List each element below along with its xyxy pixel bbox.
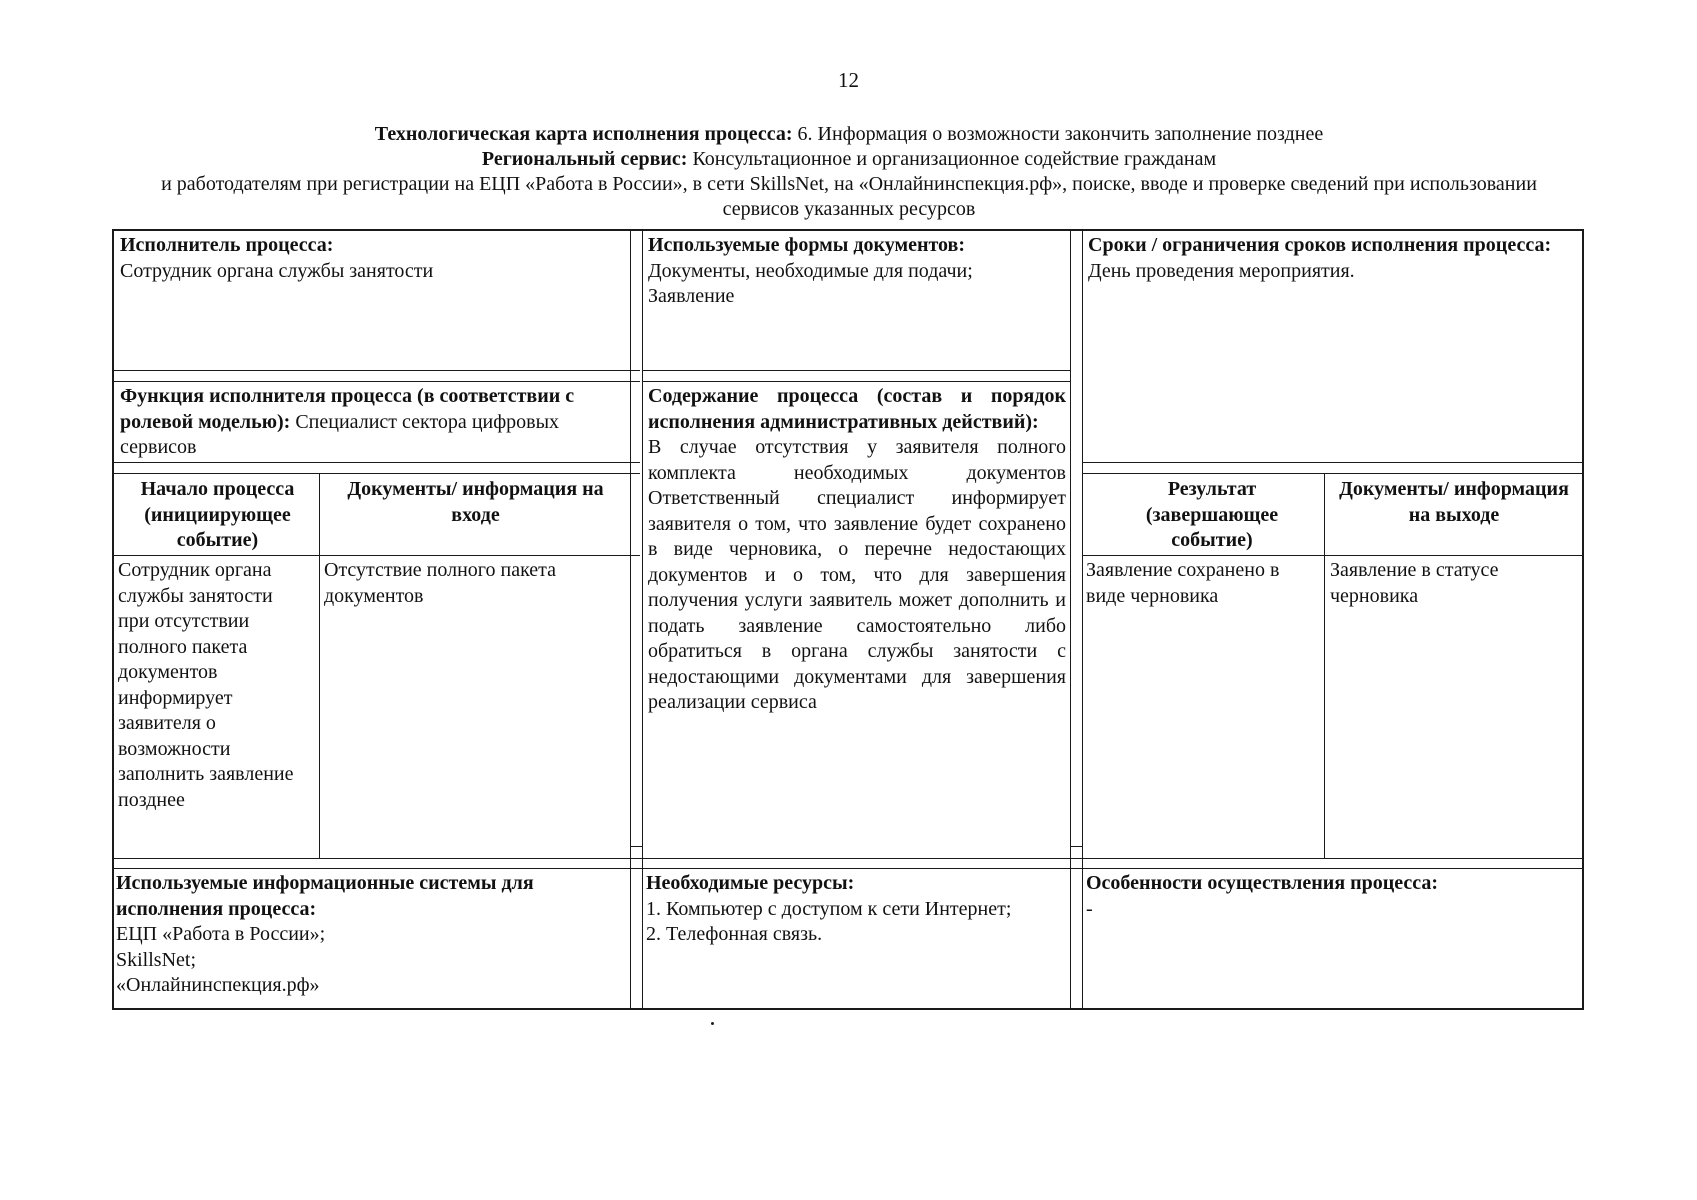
content-label: Содержание процесса (состав и порядок исполнения административных действий): [648,385,1066,433]
info-systems-cell [116,871,626,999]
resources-line-2: 2. Телефонная связь. [646,923,823,945]
grid-line [114,462,640,463]
heading-process-label: Технологическая карта исполнения процесса: [374,123,793,145]
heading-service-title: Консультационное и организационное содействие гражданам [687,148,1217,170]
executor-cell [120,233,626,284]
input-docs-header: Документы/ информация на входе [347,478,604,526]
executor-label: Исполнитель процесса: [120,234,334,256]
process-map-table [112,229,1584,1010]
heading-service-label: Региональный сервис: [481,148,688,170]
info-systems-line-1: ЕЦП «Работа в России»; [116,923,326,945]
grid-line [114,370,640,371]
resources-label: Необходимые ресурсы: [646,872,855,894]
output-docs-value: Заявление в статусе черновика [1330,559,1499,607]
start-header: Начало процесса (инициирующее событие) [140,478,295,551]
forms-line-2: Заявление [648,285,735,307]
page-number: 12 [838,68,859,92]
function-cell [120,384,610,461]
content-cell [648,384,1066,716]
grid-line [114,381,640,382]
forms-label: Используемые формы документов: [648,234,966,256]
grid-line [642,381,1070,382]
function-value: Специалист сектора цифровых сервисов [120,410,560,458]
result-value: Заявление сохранено в виде черновика [1086,559,1280,607]
content-text: В случае отсутствия у заявителя полного комплекта необходимых документов Ответственный специалист информирует заявителя о том, что заявление будет сохранено в виде черновика, о перечне недостающих документов и о том, что для завершения получения услуги заявитель может дополнить и подать заявление самостоятельно либо обратиться в органа службы занятости с недостающими документами для завершения реализации сервиса [648,436,1066,713]
resources-line-1: 1. Компьютер с доступом к сети Интернет; [646,897,1012,920]
grid-line [630,846,642,847]
grid-line [1070,231,1071,1008]
heading-line-1 [112,122,1586,147]
grid-line [1070,846,1082,847]
grid-line [1324,473,1325,858]
features-value: - [1086,897,1093,920]
grid-line [642,370,1070,371]
grid-line [114,858,1582,859]
deadlines-label: Сроки / ограничения сроков исполнения процесса: [1088,234,1552,256]
grid-line [1082,231,1083,1008]
grid-line [114,555,640,556]
grid-line [319,473,320,858]
resources-cell [646,871,1066,948]
deadlines-value: День проведения мероприятия. [1088,259,1355,282]
grid-line [1082,462,1582,463]
grid-line [114,868,1582,869]
stray-dot [711,1022,714,1025]
heading-process-title: 6. Информация о возможности закончить заполнение позднее [792,123,1324,145]
features-cell [1086,871,1566,922]
deadlines-cell [1088,233,1558,284]
function-label: Функция исполнителя процесса (в соответствии с ролевой моделью): [120,385,575,433]
executor-value: Сотрудник органа службы занятости [120,259,434,282]
grid-line [1082,555,1582,556]
output-docs-header: Документы/ информация на выходе [1339,478,1569,526]
document-heading [112,122,1586,222]
forms-cell [648,233,1066,310]
info-systems-line-2: SkillsNet; [116,948,197,971]
features-label: Особенности осуществления процесса: [1086,872,1439,894]
info-systems-line-3: «Онлайнинспекция.рф» [116,974,320,996]
start-value: Сотрудник органа службы занятости при отсутствии полного пакета документов информирует заявителя о возможности заполнить заявление позднее [118,559,294,811]
grid-line [642,231,643,1008]
heading-line-3: и работодателям при регистрации на ЕЦП «Работа в России», в сети SkillsNet, на «Онлайнинспекция.рф», поиске, вводе и проверке сведений при использовании сервисов указанных ресурсов [161,173,1537,220]
grid-line [630,231,631,1008]
input-docs-value: Отсутствие полного пакета документов [324,559,557,607]
forms-line-1: Документы, необходимые для подачи; [648,259,973,282]
heading-line-2 [112,147,1586,172]
info-systems-label: Используемые информационные системы для исполнения процесса: [116,872,534,920]
grid-line [114,473,640,474]
grid-line [1082,473,1582,474]
result-header: Результат (завершающее событие) [1145,478,1279,551]
